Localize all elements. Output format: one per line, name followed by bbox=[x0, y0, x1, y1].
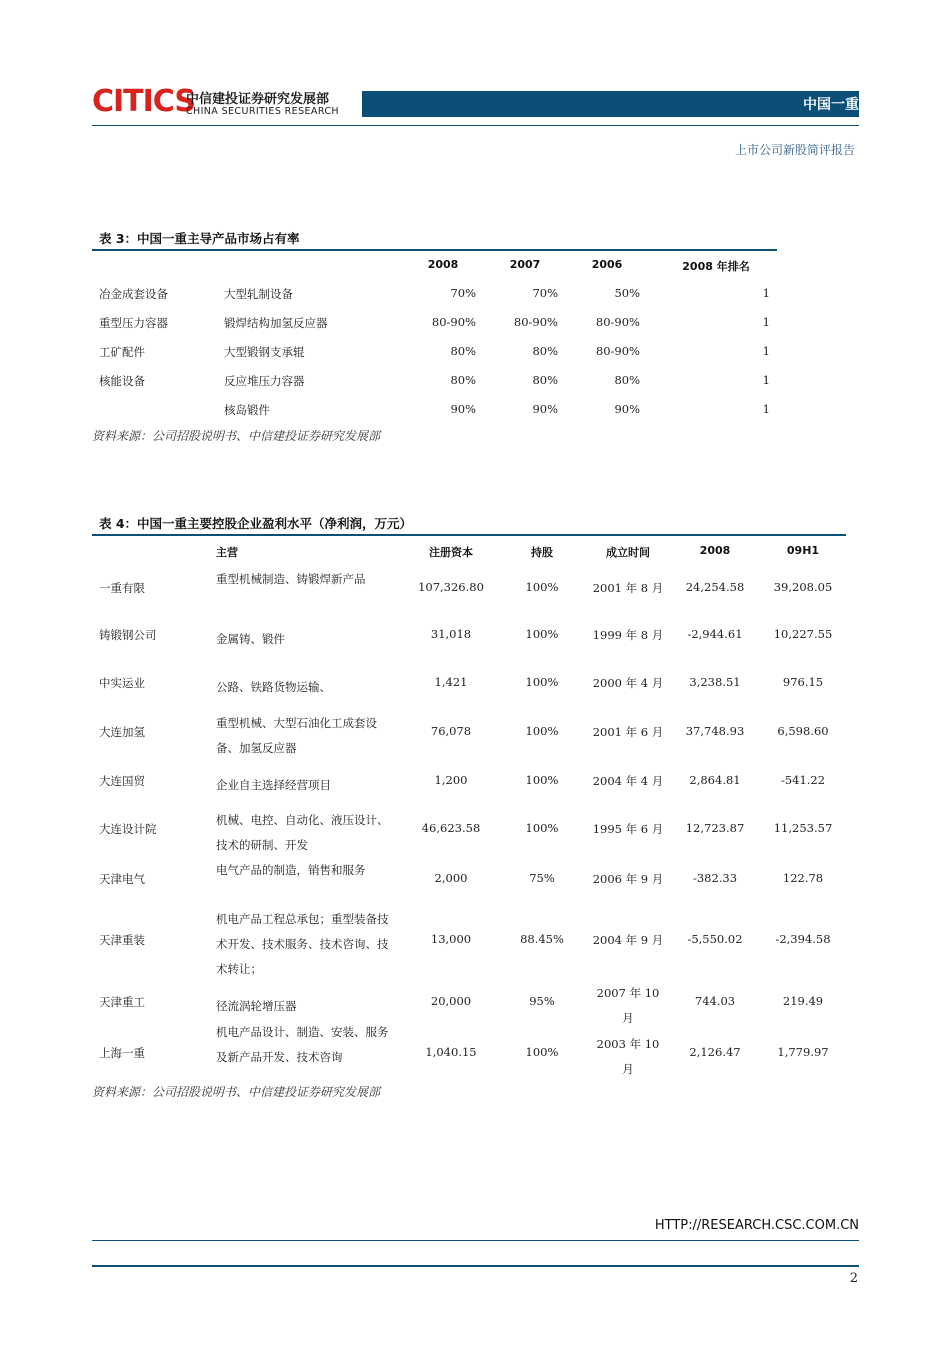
table4-cell: 219.49 bbox=[782, 993, 824, 1008]
table4-cell: 1,421 bbox=[434, 674, 468, 689]
table3-cell: 80% bbox=[614, 373, 640, 387]
table4-cell: 天津重装 bbox=[99, 932, 145, 947]
table3-cell: 1 bbox=[762, 402, 770, 416]
table4-cell: 100% bbox=[525, 820, 559, 835]
table4-cell: 88.45% bbox=[520, 931, 564, 946]
table4-cell: 3,238.51 bbox=[689, 674, 741, 689]
table3-cell: 80% bbox=[532, 373, 558, 387]
table3-cell: 90% bbox=[614, 402, 640, 416]
table4-cell: 107,326.80 bbox=[418, 579, 484, 594]
table4-cell: 一重有限 bbox=[99, 580, 145, 595]
table4-header-cell: 成立时间 bbox=[606, 546, 650, 559]
header-divider bbox=[92, 125, 859, 126]
table4-cell: 20,000 bbox=[430, 993, 472, 1008]
table4-cell: 2,126.47 bbox=[689, 1044, 741, 1059]
table4-cell: 机电产品设计、制造、安装、服务及新产品开发、技术咨询 bbox=[216, 1024, 389, 1064]
table3-cell: 80% bbox=[450, 373, 476, 387]
table4-cell: 中实运业 bbox=[99, 675, 145, 690]
table4-cell: 大连加氢 bbox=[99, 724, 145, 739]
table4-cell: 6,598.60 bbox=[777, 723, 829, 738]
table4-cell: 2006 年 9 月 bbox=[592, 871, 664, 886]
table3-cell: 80-90% bbox=[513, 315, 558, 329]
table4-cell: 1999 年 8 月 bbox=[592, 627, 664, 642]
table3-cell: 冶金成套设备 bbox=[99, 287, 168, 301]
table4-cell: 天津重工 bbox=[99, 994, 145, 1009]
table4-cell: 2004 年 4 月 bbox=[592, 773, 664, 788]
table4-cell: 电气产品的制造，销售和服务 bbox=[216, 863, 366, 877]
table4-cell: 机电产品工程总承包；重型装备技术开发、技术服务、技术咨询、技术转让； bbox=[216, 911, 389, 976]
table3-cell: 重型压力容器 bbox=[99, 316, 168, 330]
table4-cell: 2000 年 4 月 bbox=[592, 675, 664, 690]
table3-source: 资料来源：公司招股说明书、中信建投证券研究发展部 bbox=[92, 429, 381, 443]
table3-cell: 1 bbox=[762, 344, 770, 358]
table3-cell: 80-90% bbox=[595, 344, 640, 358]
table4-cell: 37,748.93 bbox=[685, 723, 745, 738]
table3-cell: 1 bbox=[762, 373, 770, 387]
table4-cell: 976.15 bbox=[782, 674, 824, 689]
table4-cell: 上海一重 bbox=[99, 1045, 145, 1060]
table4-cell: 122.78 bbox=[782, 870, 824, 885]
table3-cell: 70% bbox=[532, 286, 558, 300]
footer-divider bbox=[92, 1240, 859, 1241]
table3-cell: 锻焊结构加氢反应器 bbox=[224, 316, 328, 330]
header-bar bbox=[362, 91, 859, 117]
table4-cell: 1,200 bbox=[434, 772, 468, 787]
table4-cell: 2001 年 8 月 bbox=[592, 580, 664, 595]
table4-source: 资料来源：公司招股说明书、中信建投证券研究发展部 bbox=[92, 1085, 381, 1099]
table3-header-cell: 2007 bbox=[509, 258, 541, 271]
table4-cell: -2,944.61 bbox=[687, 626, 743, 641]
table4-cell: 机械、电控、自动化、液压设计、技术的研制、开发 bbox=[216, 813, 389, 852]
table4-cell: 2007 年 10 月 bbox=[596, 986, 660, 1025]
table4-cell: 1995 年 6 月 bbox=[592, 821, 664, 836]
table4-cell: 2003 年 10 月 bbox=[596, 1037, 660, 1076]
table4-cell: 10,227.55 bbox=[773, 626, 833, 641]
table4-header-cell: 2008 bbox=[699, 544, 731, 557]
table4-top-rule bbox=[92, 534, 846, 536]
table3-cell: 大型锻钢支承辊 bbox=[224, 345, 305, 359]
table3-header-cell: 2008 年排名 bbox=[682, 260, 750, 273]
table4-cell: 100% bbox=[525, 1044, 559, 1059]
table3-cell: 核岛锻件 bbox=[224, 403, 270, 417]
table3-header-cell: 2008 bbox=[427, 258, 459, 271]
table4-cell: 95% bbox=[529, 993, 555, 1008]
table3-cell: 80% bbox=[450, 344, 476, 358]
table4-title: 表 4：中国一重主要控股企业盈利水平（净利润，万元） bbox=[99, 516, 413, 531]
table4-cell: 企业自主选择经营项目 bbox=[216, 777, 331, 792]
table4-cell: 重型机械制造、铸锻焊新产品 bbox=[216, 572, 366, 586]
table3-cell: 50% bbox=[614, 286, 640, 300]
table4-cell: -541.22 bbox=[780, 772, 826, 787]
table4-cell: 1,040.15 bbox=[425, 1044, 477, 1059]
table3-cell: 工矿配件 bbox=[99, 345, 145, 359]
table4-cell: 天津电气 bbox=[99, 871, 145, 886]
table4-cell: 径流涡轮增压器 bbox=[216, 998, 297, 1013]
table4-cell: 100% bbox=[525, 772, 559, 787]
org-name-cn: 中信建投证券研究发展部 bbox=[186, 92, 330, 107]
company-name: 中国一重 bbox=[803, 97, 859, 113]
table4-cell: 重型机械、大型石油化工成套设备、加氢反应器 bbox=[216, 716, 377, 755]
table4-cell: -5,550.02 bbox=[687, 931, 743, 946]
table4-cell: 2,864.81 bbox=[689, 772, 741, 787]
table4-cell: 大连设计院 bbox=[99, 821, 157, 836]
table4-cell: 12,723.87 bbox=[685, 820, 745, 835]
page-number: 2 bbox=[849, 1271, 858, 1286]
table4-cell: 24,254.58 bbox=[685, 579, 745, 594]
table3-cell: 80-90% bbox=[431, 315, 476, 329]
table4-cell: 31,018 bbox=[430, 626, 472, 641]
table4-cell: 76,078 bbox=[430, 723, 472, 738]
table4-header-cell: 持股 bbox=[531, 546, 553, 559]
table4-cell: 2004 年 9 月 bbox=[592, 932, 664, 947]
table4-cell: -2,394.58 bbox=[775, 931, 831, 946]
table3-cell: 反应堆压力容器 bbox=[224, 374, 305, 388]
table4-header-cell: 主营 bbox=[216, 546, 238, 559]
table4-cell: 1,779.97 bbox=[777, 1044, 829, 1059]
table4-cell: 11,253.57 bbox=[773, 820, 833, 835]
table4-cell: 13,000 bbox=[430, 931, 472, 946]
org-name-en: CHINA SECURITIES RESEARCH bbox=[186, 106, 339, 117]
table4-cell: 100% bbox=[525, 674, 559, 689]
table4-cell: 744.03 bbox=[694, 993, 736, 1008]
table4-cell: 2,000 bbox=[434, 870, 468, 885]
table3-cell: 90% bbox=[532, 402, 558, 416]
table4-header-cell: 09H1 bbox=[786, 544, 820, 557]
citics-logo: CITICS bbox=[92, 84, 195, 119]
table4-cell: 公路、铁路货物运输、 bbox=[216, 679, 331, 694]
table4-cell: 39,208.05 bbox=[773, 579, 833, 594]
table4-cell: 46,623.58 bbox=[421, 820, 481, 835]
table3-top-rule bbox=[92, 249, 777, 251]
table4-cell: -382.33 bbox=[692, 870, 738, 885]
table4-cell: 100% bbox=[525, 626, 559, 641]
table4-cell: 大连国贸 bbox=[99, 773, 145, 788]
table3-cell: 1 bbox=[762, 286, 770, 300]
table3-cell: 大型轧制设备 bbox=[224, 287, 293, 301]
table3-cell: 80% bbox=[532, 344, 558, 358]
table4-cell: 75% bbox=[529, 870, 555, 885]
table4-header-cell: 注册资本 bbox=[429, 546, 473, 559]
footer-divider-thick bbox=[92, 1265, 859, 1267]
table4-cell: 铸锻钢公司 bbox=[99, 627, 157, 642]
table3-cell: 核能设备 bbox=[99, 374, 145, 388]
table4-cell: 100% bbox=[525, 723, 559, 738]
footer-url: HTTP://RESEARCH.CSC.COM.CN bbox=[654, 1218, 859, 1233]
table3-cell: 70% bbox=[450, 286, 476, 300]
table3-cell: 90% bbox=[450, 402, 476, 416]
table3-cell: 80-90% bbox=[595, 315, 640, 329]
report-type: 上市公司新股简评报告 bbox=[734, 143, 855, 157]
table4-cell: 100% bbox=[525, 579, 559, 594]
table3-cell: 1 bbox=[762, 315, 770, 329]
table4-cell: 金属铸、锻件 bbox=[216, 631, 285, 646]
table3-header-cell: 2006 bbox=[591, 258, 623, 271]
table4-cell: 2001 年 6 月 bbox=[592, 724, 664, 739]
table3-title: 表 3：中国一重主导产品市场占有率 bbox=[99, 231, 300, 246]
